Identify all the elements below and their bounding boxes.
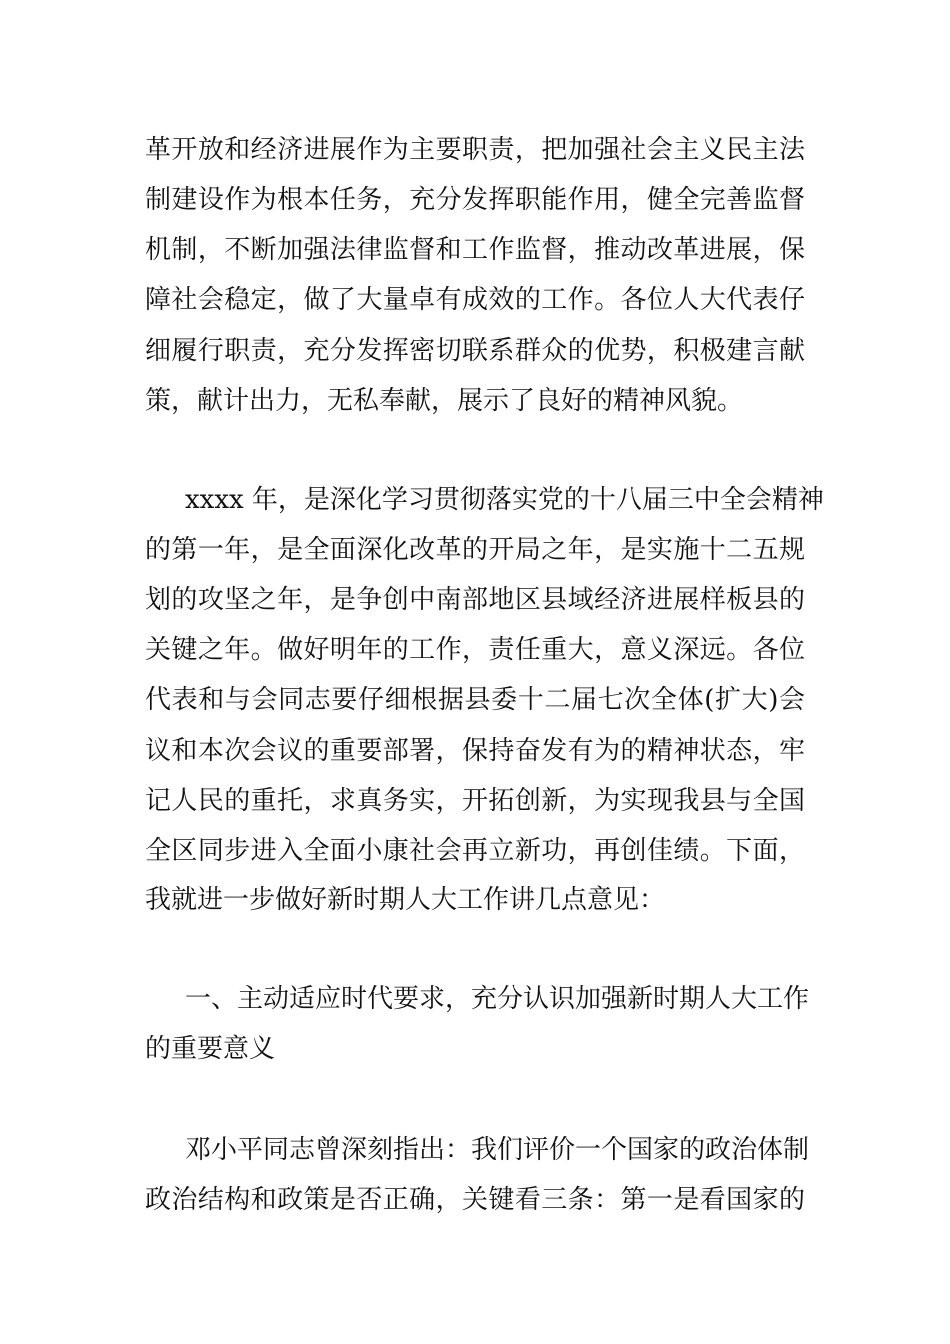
paragraph-line: 的第一年，是全面深化改革的开局之年，是实施十二五规: [145, 535, 805, 565]
paragraph-line: 我就进一步做好新时期人大工作讲几点意见：: [145, 885, 666, 915]
paragraph-line: 策，献计出力，无私奉献，展示了良好的精神风貌。: [145, 386, 744, 416]
paragraph-line: xxxx 年，是深化学习贯彻落实党的十八届三中全会精神: [185, 485, 824, 515]
heading-line: 一、主动适应时代要求，充分认识加强新时期人大工作: [185, 984, 810, 1014]
paragraph-line: 机制，不断加强法律监督和工作监督，推动改革进展，保: [145, 235, 805, 265]
paragraph-line: 全区同步进入全面小康社会再立新功，再创佳绩。下面，: [145, 836, 805, 866]
paragraph-line: 细履行职责，充分发挥密切联系群众的优势，积极建言献: [145, 336, 805, 366]
paragraph-line: 邓小平同志曾深刻指出：我们评价一个国家的政治体制: [185, 1135, 810, 1165]
paragraph-line: 政治结构和政策是否正确，关键看三条：第一是看国家的: [145, 1185, 805, 1215]
paragraph-line: 革开放和经济进展作为主要职责，把加强社会主义民主法: [145, 135, 805, 165]
paragraph-line: 记人民的重托，求真务实，开拓创新，为实现我县与全国: [145, 786, 805, 816]
heading-line: 的重要意义: [145, 1034, 276, 1064]
paragraph-line: 制建设作为根本任务，充分发挥职能作用，健全完善监督: [145, 185, 805, 215]
paragraph-line: 划的攻坚之年，是争创中南部地区县域经济进展样板县的: [145, 585, 805, 615]
paragraph-line: 关键之年。做好明年的工作，责任重大，意义深远。各位: [145, 635, 805, 665]
paragraph-line: 代表和与会同志要仔细根据县委十二届七次全体(扩大)会: [145, 685, 805, 715]
paragraph-line: 障社会稳定，做了大量卓有成效的工作。各位人大代表仔: [145, 285, 805, 315]
paragraph-line: 议和本次会议的重要部署，保持奋发有为的精神状态，牢: [145, 736, 805, 766]
